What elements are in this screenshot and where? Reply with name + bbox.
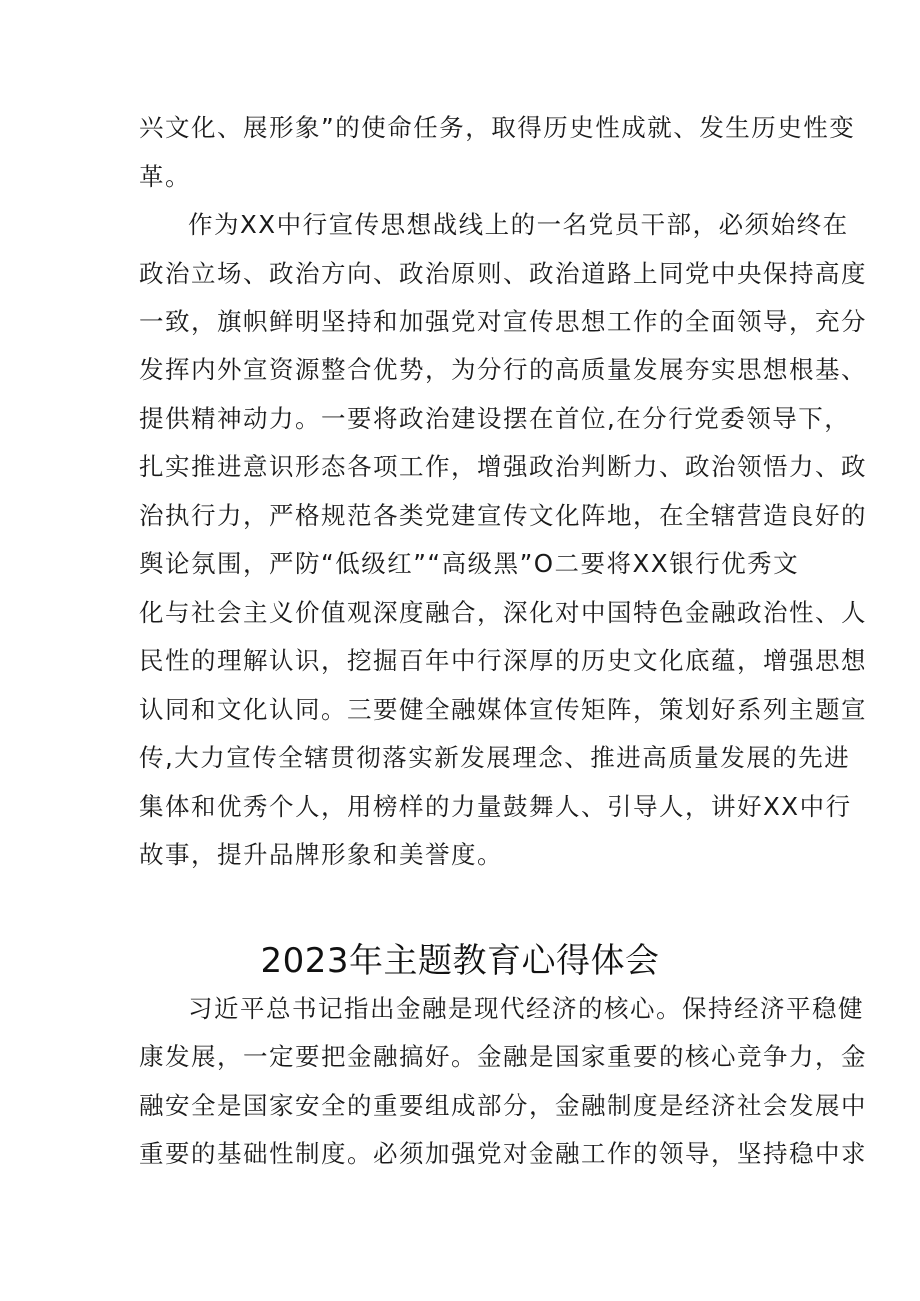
text-line: 治执行力，严格规范各类党建宣传文化阵地，在全辖营造良好的 <box>139 501 867 530</box>
text-line: 政治立场、政治方向、政治原则、政治道路上同党中央保持高度 <box>139 259 867 288</box>
text-line: 化与社会主义价值观深度融合，深化对中国特色金融政治性、人 <box>139 598 867 627</box>
text-line: 扎实推进意识形态各项工作，增强政治判断力、政治领悟力、政 <box>139 452 867 481</box>
text-line: 融安全是国家安全的重要组成部分，金融制度是经济社会发展中 <box>139 1091 867 1120</box>
text-line: 一致，旗帜鲜明坚持和加强党对宣传思想工作的全面领导，充分 <box>139 307 867 336</box>
text-line: 习近平总书记指出金融是现代经济的核心。保持经济平稳健 <box>188 994 864 1023</box>
text-line: 作为XX中行宣传思想战线上的一名党员干部，必须始终在 <box>188 210 849 239</box>
text-line: 传,大力宣传全辖贯彻落实新发展理念、推进高质量发展的先进 <box>139 743 851 772</box>
text-line: 故事，提升品牌形象和美誉度。 <box>139 840 503 869</box>
text-line: 革。 <box>139 162 191 191</box>
text-line: 认同和文化认同。三要健全融媒体宣传矩阵，策划好系列主题宣 <box>139 695 867 724</box>
text-line: 康发展，一定要把金融搞好。金融是国家重要的核心竞争力，金 <box>139 1042 867 1071</box>
text-line: 发挥内外宣资源整合优势，为分行的高质量发展夯实思想根基、 <box>139 355 867 384</box>
text-line: 集体和优秀个人，用榜样的力量鼓舞人、引导人，讲好XX中行 <box>139 792 852 821</box>
text-line: 舆论氛围，严防“低级红”“高级黑”O二要将XX银行优秀文 <box>139 549 800 578</box>
text-line: 兴文化、展形象”的使命任务，取得历史性成就、发生历史性变 <box>139 113 856 142</box>
section-heading: 2023年主题教育心得体会 <box>260 941 660 981</box>
text-line: 提供精神动力。一要将政治建设摆在首位,在分行党委领导下， <box>139 404 851 433</box>
text-line: 民性的理解认识，挖掘百年中行深厚的历史文化底蕴，增强思想 <box>139 646 867 675</box>
text-line: 重要的基础性制度。必须加强党对金融工作的领导，坚持稳中求 <box>139 1139 867 1168</box>
